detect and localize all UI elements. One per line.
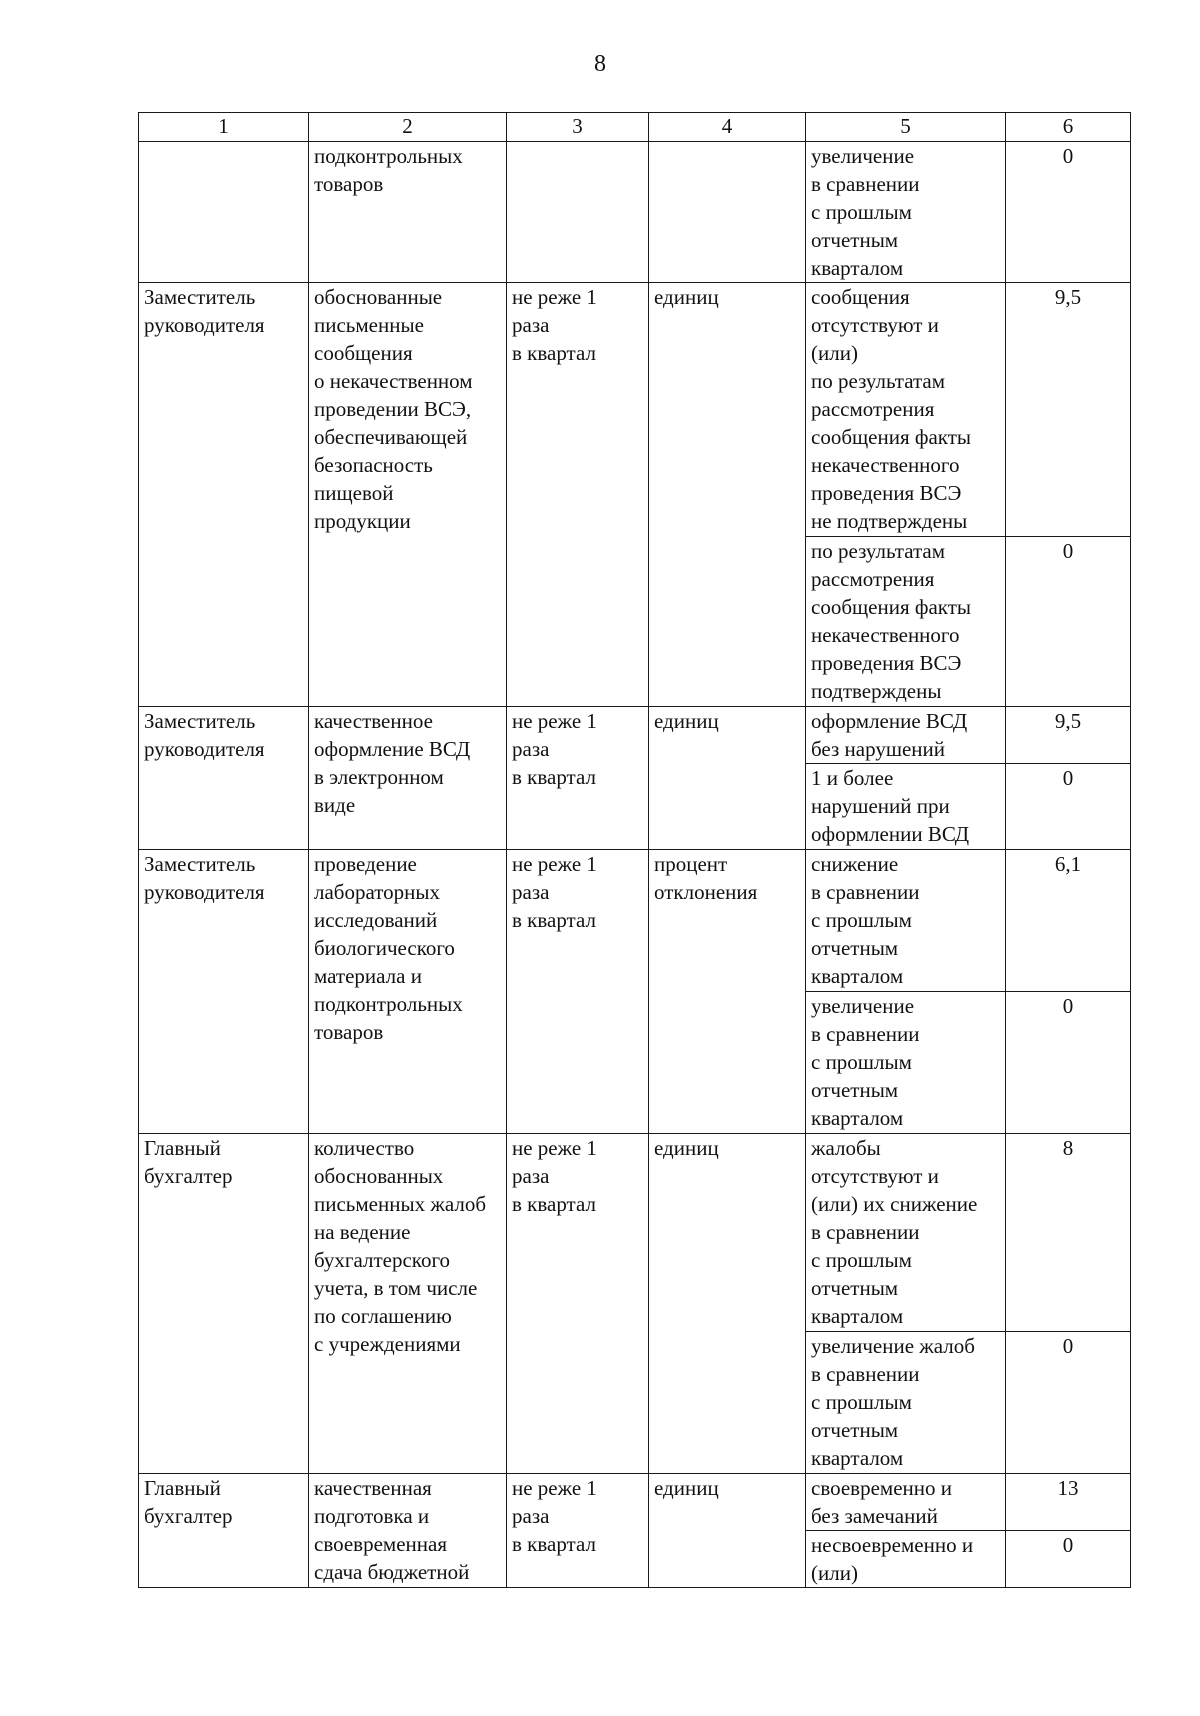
unit-cell — [649, 142, 806, 283]
criterion-cell: своевременно и без замечаний — [806, 1474, 1006, 1531]
position-cell: Заместитель руководителя — [139, 850, 309, 1134]
column-header: 3 — [507, 113, 649, 142]
position-cell: Главный бухгалтер — [139, 1134, 309, 1474]
score-cell: 13 — [1006, 1474, 1131, 1531]
column-header: 1 — [139, 113, 309, 142]
indicator-cell: количество обоснованных письменных жалоб на ведение бухгалтерского учета, в том числе по соглашению с учреждениями — [309, 1134, 507, 1474]
indicator-cell: обоснованные письменные сообщения о некачественном проведении ВСЭ, обеспечивающей безопасность пищевой продукции — [309, 283, 507, 707]
unit-cell: единиц — [649, 1474, 806, 1588]
periodicity-cell — [507, 142, 649, 283]
position-cell: Заместитель руководителя — [139, 283, 309, 707]
column-header: 2 — [309, 113, 507, 142]
position-cell — [139, 142, 309, 283]
score-cell: 8 — [1006, 1134, 1131, 1332]
criterion-cell: 1 и более нарушений при оформлении ВСД — [806, 764, 1006, 850]
column-header: 4 — [649, 113, 806, 142]
table-row — [139, 283, 1131, 537]
unit-cell: единиц — [649, 707, 806, 850]
table-row — [139, 707, 1131, 764]
score-cell: 9,5 — [1006, 707, 1131, 764]
criterion-cell: снижение в сравнении с прошлым отчетным кварталом — [806, 850, 1006, 992]
unit-cell: единиц — [649, 283, 806, 707]
score-cell: 0 — [1006, 764, 1131, 850]
position-cell: Главный бухгалтер — [139, 1474, 309, 1588]
score-cell: 0 — [1006, 1332, 1131, 1474]
criterion-cell: по результатам рассмотрения сообщения факты некачественного проведения ВСЭ подтверждены — [806, 537, 1006, 707]
table-row — [139, 850, 1131, 992]
periodicity-cell: не реже 1 раза в квартал — [507, 283, 649, 707]
column-header: 6 — [1006, 113, 1131, 142]
table-row — [139, 1474, 1131, 1531]
criteria-table — [138, 112, 1131, 1588]
score-cell: 9,5 — [1006, 283, 1131, 537]
score-cell: 0 — [1006, 992, 1131, 1134]
periodicity-cell: не реже 1 раза в квартал — [507, 1134, 649, 1474]
position-cell: Заместитель руководителя — [139, 707, 309, 850]
criterion-cell: увеличение в сравнении с прошлым отчетным кварталом — [806, 142, 1006, 283]
periodicity-cell: не реже 1 раза в квартал — [507, 707, 649, 850]
indicator-cell: качественная подготовка и своевременная сдача бюджетной — [309, 1474, 507, 1588]
criterion-cell: несвоевременно и (или) — [806, 1531, 1006, 1588]
unit-cell: единиц — [649, 1134, 806, 1474]
criterion-cell: оформление ВСД без нарушений — [806, 707, 1006, 764]
criterion-cell: увеличение жалоб в сравнении с прошлым отчетным кварталом — [806, 1332, 1006, 1474]
score-cell: 6,1 — [1006, 850, 1131, 992]
unit-cell: процент отклонения — [649, 850, 806, 1134]
periodicity-cell: не реже 1 раза в квартал — [507, 1474, 649, 1588]
page-number: 8 — [594, 51, 606, 77]
column-header: 5 — [806, 113, 1006, 142]
table-row — [139, 142, 1131, 283]
criterion-cell: жалобы отсутствуют и (или) их снижение в сравнении с прошлым отчетным кварталом — [806, 1134, 1006, 1332]
score-cell: 0 — [1006, 1531, 1131, 1588]
indicator-cell: проведение лабораторных исследований биологического материала и подконтрольных товаров — [309, 850, 507, 1134]
indicator-cell: качественное оформление ВСД в электронном виде — [309, 707, 507, 850]
score-cell: 0 — [1006, 537, 1131, 707]
score-cell: 0 — [1006, 142, 1131, 283]
table-row — [139, 1134, 1131, 1332]
criterion-cell: увеличение в сравнении с прошлым отчетным кварталом — [806, 992, 1006, 1134]
periodicity-cell: не реже 1 раза в квартал — [507, 850, 649, 1134]
criterion-cell: сообщения отсутствуют и (или) по результатам рассмотрения сообщения факты некачественного проведения ВСЭ не подтверждены — [806, 283, 1006, 537]
table-header-row — [139, 113, 1131, 142]
indicator-cell: подконтрольных товаров — [309, 142, 507, 283]
